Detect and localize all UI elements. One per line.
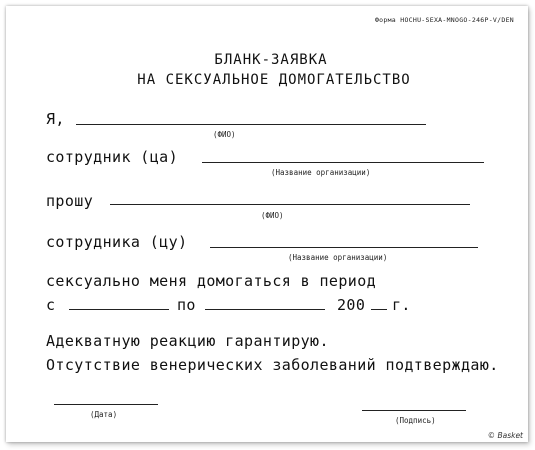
employee-label: сотрудник (ца)	[46, 148, 179, 166]
signature-caption: (Подпись)	[395, 416, 436, 425]
year-field[interactable]	[371, 309, 387, 310]
date-caption: (Дата)	[90, 410, 118, 419]
health-statement: Отсутствие венерических заболеваний подтверждаю.	[46, 356, 499, 374]
period-from-label: с	[46, 296, 56, 314]
organization-caption: (Название организации)	[271, 168, 371, 177]
year-prefix: 200	[337, 296, 366, 314]
signature-field[interactable]	[362, 410, 466, 411]
date-field[interactable]	[54, 404, 158, 405]
target-organization-caption: (Название организации)	[288, 253, 388, 262]
form-title-line2: НА СЕКСУАЛЬНОЕ ДОМОГАТЕЛЬСТВО	[137, 72, 411, 88]
target-fio-field[interactable]	[110, 204, 470, 205]
period-to-label: по	[177, 296, 196, 314]
application-form	[6, 6, 528, 442]
form-code: Форма HOCHU-SEXA-MNOGO-246P-V/DEN	[374, 16, 514, 24]
organization-field[interactable]	[202, 162, 484, 163]
employee2-label: сотрудника (цу)	[46, 233, 188, 251]
target-organization-field[interactable]	[210, 247, 478, 248]
form-title-line1: БЛАНК-ЗАЯВКА	[214, 52, 328, 68]
target-fio-caption: (ФИО)	[261, 211, 284, 220]
fio-caption: (ФИО)	[213, 130, 236, 139]
period-from-field[interactable]	[69, 309, 169, 310]
copyright: © Basket	[487, 431, 523, 440]
year-suffix: г.	[392, 296, 411, 314]
fio-field[interactable]	[76, 124, 426, 125]
reaction-statement: Адекватную реакцию гарантирую.	[46, 332, 329, 350]
request-label: прошу	[46, 192, 94, 210]
period-text: сексуально меня домогаться в период	[46, 272, 377, 290]
me-label: Я,	[46, 110, 65, 128]
period-to-field[interactable]	[205, 309, 325, 310]
